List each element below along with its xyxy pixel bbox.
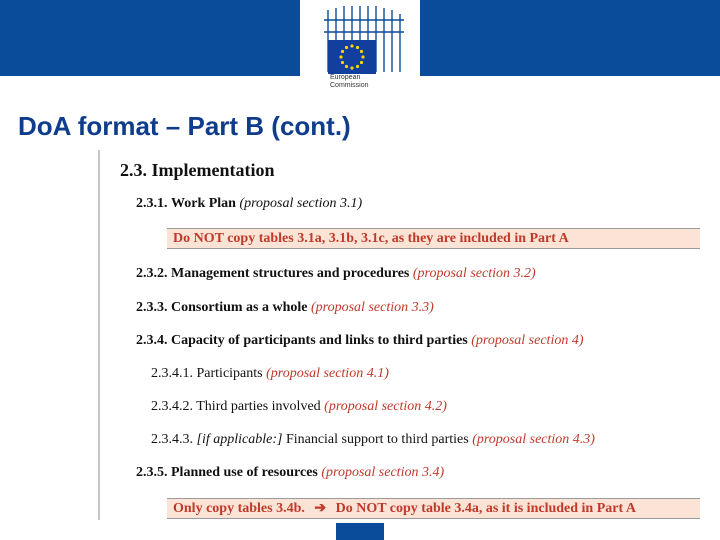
section-number: 2.3.4.: [136, 333, 168, 348]
section-2-3-1: [136, 195, 362, 213]
section-reference: (proposal section 3.2): [412, 266, 536, 281]
arrow-icon: ➔: [314, 501, 327, 516]
section-2-3-4-3: [151, 431, 595, 449]
section-title: Consortium as a whole: [171, 300, 308, 315]
footer-tab: [336, 523, 384, 540]
section-reference: (proposal section 4.3): [472, 432, 595, 447]
section-title: Management structures and procedures: [171, 266, 410, 281]
section-2-3-2: [136, 265, 536, 283]
note-box-1-text: Do NOT copy tables 3.1a, 3.1b, 3.1c, as they are included in Part A: [173, 231, 569, 246]
european-commission-logo: [300, 0, 420, 100]
section-number: 2.3.3.: [136, 300, 168, 315]
subsection-title: Financial support to third parties: [285, 432, 469, 447]
section-title: Work Plan: [171, 196, 236, 211]
subsection-title: 2.3.4.1. Participants: [151, 366, 263, 381]
section-title: Planned use of resources: [171, 465, 318, 480]
note-box-2-text-b: Do NOT copy table 3.4a, as it is included in Part A: [335, 501, 636, 516]
section-number: 2.3.1.: [136, 196, 168, 211]
section-title: Capacity of participants and links to third parties: [171, 333, 468, 348]
section-reference: (proposal section 4.2): [324, 399, 447, 414]
eu-flag-icon: [328, 40, 376, 74]
section-2-3-3: [136, 299, 434, 317]
note-box-2-text-a: Only copy tables 3.4b.: [173, 501, 305, 516]
section-reference: (proposal section 3.1): [239, 196, 363, 211]
section-reference: (proposal section 3.4): [321, 465, 445, 480]
section-2-3-4-1: [151, 365, 389, 383]
section-number: 2.3.2.: [136, 266, 168, 281]
section-reference: (proposal section 4.1): [266, 366, 389, 381]
section-number: 2.3.4.3.: [151, 432, 193, 447]
section-reference: (proposal section 3.3): [311, 300, 434, 315]
logo-text: [330, 74, 369, 90]
note-box-2: [167, 498, 700, 519]
section-number: 2.3.5.: [136, 465, 168, 480]
logo-line-2: Commission: [330, 82, 369, 89]
section-2-3-4-2: [151, 398, 447, 416]
section-2-3-5: [136, 464, 444, 482]
slide-title: DoA format – Part B (cont.): [18, 111, 351, 141]
note-box-1: [167, 228, 700, 249]
logo-line-1: European: [330, 74, 361, 81]
subsection-title: 2.3.4.2. Third parties involved: [151, 399, 321, 414]
section-2-3-4: [136, 332, 584, 350]
section-reference: (proposal section 4): [471, 333, 584, 348]
section-heading: 2.3. Implementation: [120, 160, 275, 180]
conditional-note: [if applicable:]: [196, 432, 283, 447]
document-excerpt: [100, 150, 720, 540]
